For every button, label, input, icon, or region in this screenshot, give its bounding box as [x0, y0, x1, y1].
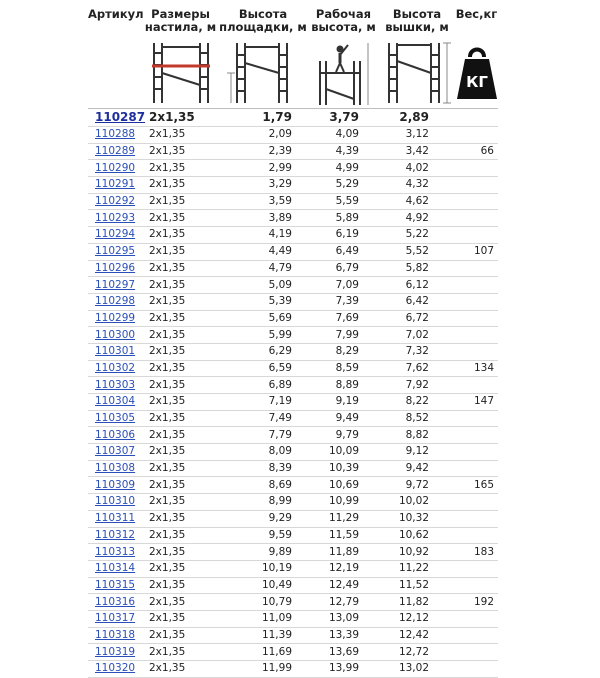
article-cell	[88, 277, 143, 294]
table-row	[88, 260, 498, 277]
article-cell	[88, 227, 143, 244]
article-link[interactable]: 110295	[95, 245, 136, 258]
deck-size-cell: 2x1,35	[143, 527, 218, 544]
deck-size-cell: 2x1,35	[143, 594, 218, 611]
article-link[interactable]: 110304	[95, 395, 136, 408]
working-height-cell: 4,09	[308, 127, 379, 144]
scaffold-deck-size-icon	[148, 39, 214, 107]
platform-height-cell: 5,99	[218, 327, 308, 344]
table-row	[88, 277, 498, 294]
weight-cell	[455, 310, 498, 327]
table-row	[88, 494, 498, 511]
platform-height-cell: 10,49	[218, 577, 308, 594]
weight-cell	[455, 343, 498, 360]
working-height-cell: 9,49	[308, 410, 379, 427]
article-cell	[88, 360, 143, 377]
table-row	[88, 544, 498, 561]
platform-height-cell: 1,79	[218, 109, 308, 127]
table-row	[88, 560, 498, 577]
article-link[interactable]: 110312	[95, 528, 136, 541]
weight-cell	[455, 577, 498, 594]
working-height-cell: 3,79	[308, 109, 379, 127]
weight-cell	[455, 210, 498, 227]
platform-height-cell: 2,99	[218, 160, 308, 177]
table-row	[88, 644, 498, 661]
tower-height-cell: 9,12	[379, 444, 455, 461]
platform-height-cell: 6,29	[218, 343, 308, 360]
weight-icon-label: КГ	[466, 73, 488, 91]
working-height-cell: 8,59	[308, 360, 379, 377]
deck-size-cell: 2x1,35	[143, 444, 218, 461]
weight-cell: 183	[455, 544, 498, 561]
tower-height-cell: 3,42	[379, 143, 455, 160]
illustration-platform-cell	[218, 38, 308, 109]
illustration-working-cell	[308, 38, 379, 109]
article-cell	[88, 594, 143, 611]
deck-size-cell: 2x1,35	[143, 177, 218, 194]
article-link[interactable]: 110293	[95, 211, 136, 224]
deck-size-cell: 2x1,35	[143, 427, 218, 444]
weight-cell	[455, 510, 498, 527]
working-height-cell: 10,99	[308, 494, 379, 511]
article-cell	[88, 193, 143, 210]
tower-height-cell: 4,32	[379, 177, 455, 194]
working-height-cell: 4,39	[308, 143, 379, 160]
deck-size-cell: 2x1,35	[143, 143, 218, 160]
deck-size-cell: 2x1,35	[143, 610, 218, 627]
weight-cell: 147	[455, 394, 498, 411]
weight-cell	[455, 327, 498, 344]
header-tower-height: Высота вышки, м	[385, 7, 449, 34]
deck-size-cell: 2x1,35	[143, 460, 218, 477]
deck-size-cell: 2x1,35	[143, 310, 218, 327]
tower-height-cell: 5,52	[379, 243, 455, 260]
platform-height-cell: 11,39	[218, 627, 308, 644]
scaffold-spec-table-container	[88, 6, 498, 678]
article-link[interactable]: 110305	[95, 412, 136, 425]
weight-cell	[455, 560, 498, 577]
article-link[interactable]: 110290	[95, 161, 136, 174]
platform-height-cell: 9,89	[218, 544, 308, 561]
working-height-cell: 11,29	[308, 510, 379, 527]
tower-height-cell: 5,82	[379, 260, 455, 277]
platform-height-cell: 6,59	[218, 360, 308, 377]
article-link[interactable]: 110291	[95, 178, 136, 191]
article-cell	[88, 127, 143, 144]
platform-height-cell: 11,09	[218, 610, 308, 627]
weight-cell: 192	[455, 594, 498, 611]
deck-size-cell: 2x1,35	[143, 293, 218, 310]
header-row	[88, 6, 498, 38]
deck-size-cell: 2x1,35	[143, 227, 218, 244]
table-row	[88, 143, 498, 160]
article-cell	[88, 310, 143, 327]
working-height-cell: 6,19	[308, 227, 379, 244]
deck-size-cell: 2x1,35	[143, 327, 218, 344]
weight-cell	[455, 460, 498, 477]
article-cell	[88, 661, 143, 678]
tower-height-cell: 7,92	[379, 377, 455, 394]
tower-height-cell: 10,62	[379, 527, 455, 544]
article-link[interactable]: 110296	[95, 261, 136, 274]
working-height-cell: 5,89	[308, 210, 379, 227]
table-body	[88, 109, 498, 678]
platform-height-cell: 11,69	[218, 644, 308, 661]
working-height-cell: 6,49	[308, 243, 379, 260]
table-row	[88, 627, 498, 644]
platform-height-cell: 4,79	[218, 260, 308, 277]
working-height-cell: 7,99	[308, 327, 379, 344]
table-row	[88, 227, 498, 244]
article-cell	[88, 293, 143, 310]
weight-cell	[455, 109, 498, 127]
article-link[interactable]: 110311	[95, 512, 136, 525]
article-cell	[88, 627, 143, 644]
table-row	[88, 527, 498, 544]
tower-height-cell: 3,12	[379, 127, 455, 144]
table-row	[88, 394, 498, 411]
platform-height-cell: 10,79	[218, 594, 308, 611]
platform-height-cell: 6,89	[218, 377, 308, 394]
weight-cell	[455, 494, 498, 511]
weight-cell	[455, 260, 498, 277]
scaffold-working-height-icon	[312, 39, 376, 107]
tower-height-cell: 8,82	[379, 427, 455, 444]
table-row	[88, 193, 498, 210]
tower-height-cell: 12,72	[379, 644, 455, 661]
illustration-weight-cell	[455, 38, 498, 109]
platform-height-cell: 4,49	[218, 243, 308, 260]
deck-size-cell: 2x1,35	[143, 394, 218, 411]
deck-size-cell: 2x1,35	[143, 661, 218, 678]
tower-height-cell: 8,52	[379, 410, 455, 427]
article-link[interactable]: 110313	[95, 545, 136, 558]
weight-cell	[455, 377, 498, 394]
working-height-cell: 6,79	[308, 260, 379, 277]
header-working-height: Рабочая высота, м	[311, 7, 376, 34]
article-cell	[88, 394, 143, 411]
table-row	[88, 310, 498, 327]
article-cell	[88, 210, 143, 227]
tower-height-cell: 11,82	[379, 594, 455, 611]
deck-size-cell: 2x1,35	[143, 410, 218, 427]
weight-cell: 134	[455, 360, 498, 377]
illustration-empty-cell	[88, 38, 143, 109]
working-height-cell: 8,29	[308, 343, 379, 360]
article-cell	[88, 243, 143, 260]
tower-height-cell: 10,02	[379, 494, 455, 511]
article-link[interactable]: 110308	[95, 462, 136, 475]
working-height-cell: 12,19	[308, 560, 379, 577]
weight-cell	[455, 610, 498, 627]
tower-height-cell: 12,12	[379, 610, 455, 627]
deck-size-cell: 2x1,35	[143, 494, 218, 511]
working-height-cell: 10,69	[308, 477, 379, 494]
article-link[interactable]: 110289	[95, 145, 136, 158]
tower-height-cell: 7,32	[379, 343, 455, 360]
weight-cell	[455, 277, 498, 294]
article-link[interactable]: 110309	[95, 478, 136, 491]
table-row	[88, 661, 498, 678]
working-height-cell: 13,39	[308, 627, 379, 644]
deck-size-cell: 2x1,35	[143, 510, 218, 527]
platform-height-cell: 9,29	[218, 510, 308, 527]
weight-cell	[455, 193, 498, 210]
platform-height-cell: 8,99	[218, 494, 308, 511]
deck-size-cell: 2x1,35	[143, 127, 218, 144]
weight-kettlebell-icon	[455, 43, 499, 103]
article-cell	[88, 494, 143, 511]
article-link[interactable]: 110298	[95, 295, 136, 308]
weight-cell	[455, 661, 498, 678]
article-cell	[88, 143, 143, 160]
article-link[interactable]: 110301	[95, 345, 136, 358]
header-platform-height: Высота площадки, м	[219, 7, 307, 34]
platform-height-cell: 4,19	[218, 227, 308, 244]
platform-height-cell: 3,29	[218, 177, 308, 194]
table-row	[88, 243, 498, 260]
tower-height-cell: 4,62	[379, 193, 455, 210]
tower-height-cell: 11,52	[379, 577, 455, 594]
weight-cell	[455, 527, 498, 544]
article-link[interactable]: 110299	[95, 311, 136, 324]
weight-cell	[455, 444, 498, 461]
platform-height-cell: 7,19	[218, 394, 308, 411]
article-cell	[88, 177, 143, 194]
weight-cell: 165	[455, 477, 498, 494]
table-row	[88, 510, 498, 527]
working-height-cell: 12,49	[308, 577, 379, 594]
tower-height-cell: 2,89	[379, 109, 455, 127]
table-row	[88, 377, 498, 394]
illustration-tower-cell	[379, 38, 455, 109]
table-row	[88, 460, 498, 477]
working-height-cell: 7,39	[308, 293, 379, 310]
article-link[interactable]: 110315	[95, 578, 136, 591]
working-height-cell: 7,69	[308, 310, 379, 327]
article-link[interactable]: 110307	[95, 445, 136, 458]
tower-height-cell: 10,92	[379, 544, 455, 561]
working-height-cell: 9,19	[308, 394, 379, 411]
deck-size-cell: 2x1,35	[143, 160, 218, 177]
deck-size-cell: 2x1,35	[143, 243, 218, 260]
table-row	[88, 343, 498, 360]
table-row	[88, 477, 498, 494]
article-cell	[88, 444, 143, 461]
deck-size-cell: 2x1,35	[143, 377, 218, 394]
article-cell	[88, 577, 143, 594]
platform-height-cell: 2,39	[218, 143, 308, 160]
article-link[interactable]: 110292	[95, 195, 136, 208]
article-link[interactable]: 110300	[95, 328, 136, 341]
tower-height-cell: 7,62	[379, 360, 455, 377]
article-cell	[88, 644, 143, 661]
table-row	[88, 210, 498, 227]
article-link[interactable]: 110288	[95, 128, 136, 141]
tower-height-cell: 10,32	[379, 510, 455, 527]
platform-height-cell: 8,09	[218, 444, 308, 461]
article-link[interactable]: 110303	[95, 378, 136, 391]
weight-cell	[455, 293, 498, 310]
working-height-cell: 5,59	[308, 193, 379, 210]
deck-size-cell: 2x1,35	[143, 560, 218, 577]
article-cell	[88, 327, 143, 344]
deck-size-cell: 2x1,35	[143, 360, 218, 377]
article-cell	[88, 610, 143, 627]
platform-height-cell: 10,19	[218, 560, 308, 577]
table-row	[88, 127, 498, 144]
tower-height-cell: 4,02	[379, 160, 455, 177]
table-row	[88, 109, 498, 127]
weight-cell	[455, 127, 498, 144]
weight-cell	[455, 160, 498, 177]
article-link[interactable]: 110316	[95, 595, 136, 608]
tower-height-cell: 9,42	[379, 460, 455, 477]
platform-height-cell: 3,59	[218, 193, 308, 210]
deck-size-cell: 2x1,35	[143, 577, 218, 594]
article-link[interactable]: 110302	[95, 361, 136, 374]
article-link[interactable]: 110318	[95, 628, 136, 641]
working-height-cell: 13,69	[308, 644, 379, 661]
table-row	[88, 594, 498, 611]
article-link[interactable]: 110314	[95, 562, 136, 575]
table-row	[88, 410, 498, 427]
platform-height-cell: 11,99	[218, 661, 308, 678]
working-height-cell: 10,09	[308, 444, 379, 461]
deck-size-cell: 2x1,35	[143, 109, 218, 127]
table-row	[88, 177, 498, 194]
weight-cell	[455, 177, 498, 194]
platform-height-cell: 3,89	[218, 210, 308, 227]
platform-height-cell: 9,59	[218, 527, 308, 544]
illustration-row	[88, 38, 498, 109]
working-height-cell: 13,99	[308, 661, 379, 678]
working-height-cell: 12,79	[308, 594, 379, 611]
article-cell	[88, 343, 143, 360]
article-cell	[88, 510, 143, 527]
tower-height-cell: 4,92	[379, 210, 455, 227]
deck-size-cell: 2x1,35	[143, 644, 218, 661]
article-cell	[88, 560, 143, 577]
table-row	[88, 293, 498, 310]
weight-cell	[455, 627, 498, 644]
article-cell	[88, 477, 143, 494]
weight-cell	[455, 427, 498, 444]
platform-height-cell: 2,09	[218, 127, 308, 144]
header-weight: Вес,кг	[455, 7, 498, 21]
working-height-cell: 7,09	[308, 277, 379, 294]
article-cell	[88, 460, 143, 477]
scaffold-spec-table	[88, 6, 498, 678]
article-cell	[88, 260, 143, 277]
article-link[interactable]: 110287	[95, 110, 146, 124]
article-link[interactable]: 110317	[95, 612, 136, 625]
article-cell	[88, 544, 143, 561]
table-row	[88, 427, 498, 444]
deck-size-cell: 2x1,35	[143, 477, 218, 494]
weight-cell: 66	[455, 143, 498, 160]
tower-height-cell: 6,42	[379, 293, 455, 310]
header-article: Артикул	[88, 7, 144, 21]
working-height-cell: 11,59	[308, 527, 379, 544]
article-link[interactable]: 110297	[95, 278, 136, 291]
tower-height-cell: 8,22	[379, 394, 455, 411]
article-link[interactable]: 110294	[95, 228, 136, 241]
article-link[interactable]: 110310	[95, 495, 136, 508]
table-row	[88, 444, 498, 461]
table-row	[88, 327, 498, 344]
platform-height-cell: 5,39	[218, 293, 308, 310]
illustration-deck-cell	[143, 38, 218, 109]
scaffold-tower-height-icon	[381, 39, 453, 107]
weight-cell	[455, 227, 498, 244]
article-cell	[88, 160, 143, 177]
working-height-cell: 5,29	[308, 177, 379, 194]
platform-height-cell: 7,49	[218, 410, 308, 427]
working-height-cell: 10,39	[308, 460, 379, 477]
article-link[interactable]: 110320	[95, 662, 136, 675]
article-link[interactable]: 110319	[95, 645, 136, 658]
deck-size-cell: 2x1,35	[143, 210, 218, 227]
working-height-cell: 4,99	[308, 160, 379, 177]
tower-height-cell: 13,02	[379, 661, 455, 678]
platform-height-cell: 5,09	[218, 277, 308, 294]
article-cell	[88, 527, 143, 544]
table-row	[88, 360, 498, 377]
table-row	[88, 160, 498, 177]
weight-cell	[455, 410, 498, 427]
scaffold-platform-height-icon	[223, 39, 303, 107]
tower-height-cell: 6,12	[379, 277, 455, 294]
deck-size-cell: 2x1,35	[143, 343, 218, 360]
working-height-cell: 13,09	[308, 610, 379, 627]
working-height-cell: 9,79	[308, 427, 379, 444]
deck-size-cell: 2x1,35	[143, 277, 218, 294]
deck-size-cell: 2x1,35	[143, 544, 218, 561]
deck-size-cell: 2x1,35	[143, 627, 218, 644]
weight-cell	[455, 644, 498, 661]
deck-size-cell: 2x1,35	[143, 260, 218, 277]
tower-height-cell: 6,72	[379, 310, 455, 327]
platform-height-cell: 8,39	[218, 460, 308, 477]
article-cell	[88, 410, 143, 427]
header-dims: Размеры настила, м	[144, 7, 217, 34]
article-cell	[88, 377, 143, 394]
platform-height-cell: 7,79	[218, 427, 308, 444]
platform-height-cell: 8,69	[218, 477, 308, 494]
tower-height-cell: 12,42	[379, 627, 455, 644]
article-cell	[88, 109, 146, 127]
weight-cell: 107	[455, 243, 498, 260]
table-row	[88, 577, 498, 594]
deck-size-cell: 2x1,35	[143, 193, 218, 210]
article-link[interactable]: 110306	[95, 428, 136, 441]
working-height-cell: 11,89	[308, 544, 379, 561]
table-row	[88, 610, 498, 627]
tower-height-cell: 11,22	[379, 560, 455, 577]
working-height-cell: 8,89	[308, 377, 379, 394]
platform-height-cell: 5,69	[218, 310, 308, 327]
tower-height-cell: 7,02	[379, 327, 455, 344]
tower-height-cell: 5,22	[379, 227, 455, 244]
tower-height-cell: 9,72	[379, 477, 455, 494]
article-cell	[88, 427, 143, 444]
